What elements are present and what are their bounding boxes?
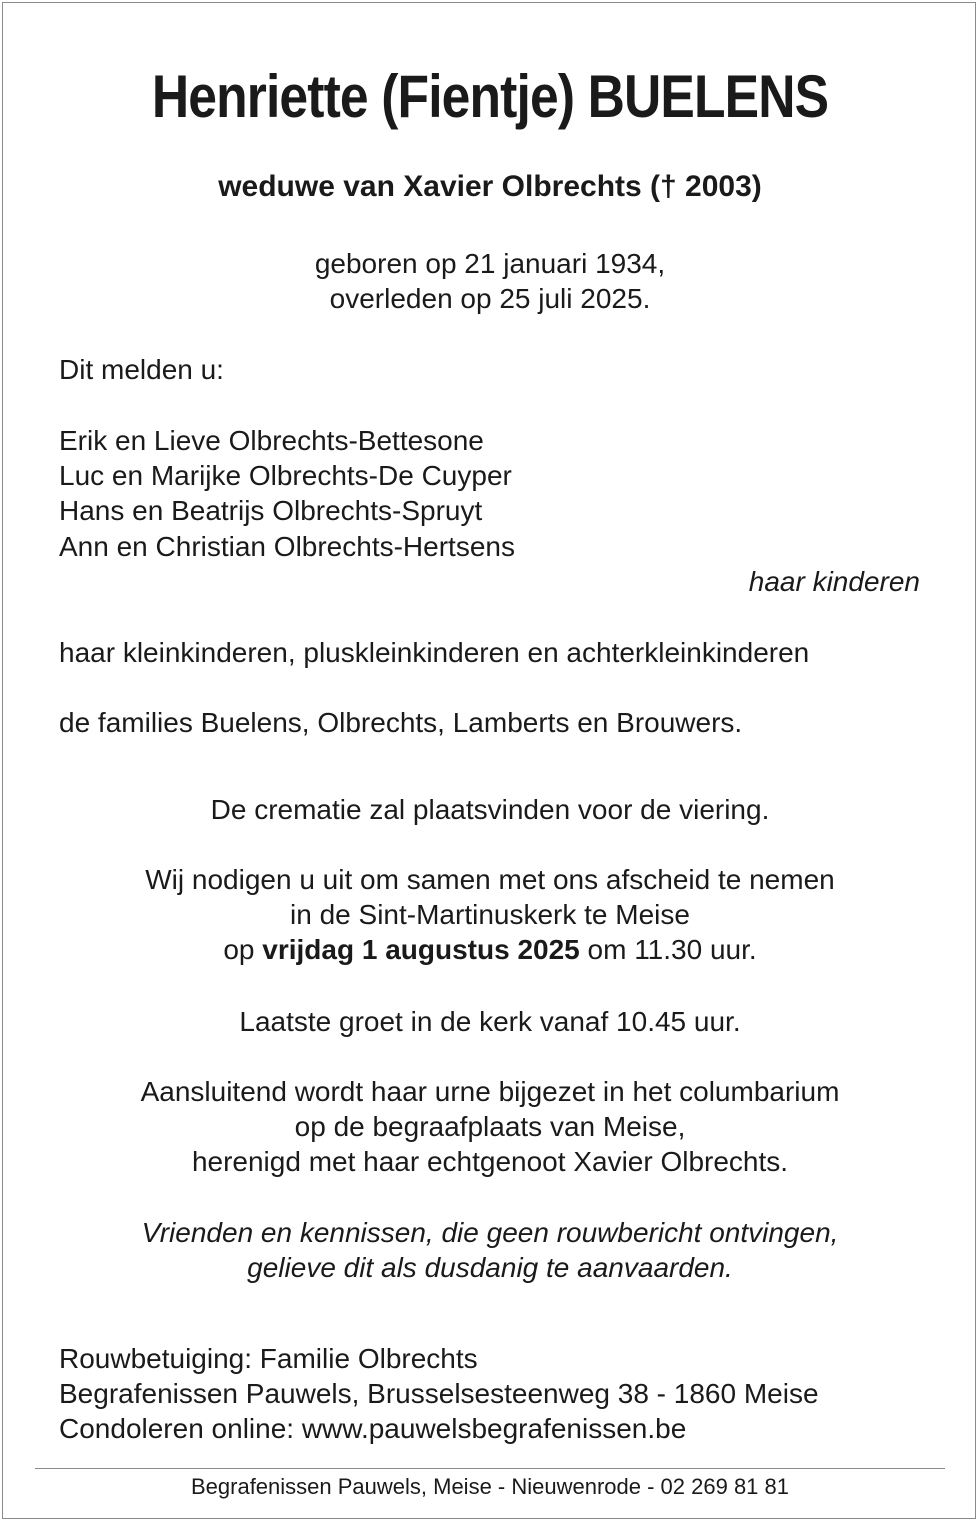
families-line: de families Buelens, Olbrechts, Lamberts en Brouwers. [59,707,743,738]
died-line: overleden op 25 juli 2025. [329,283,651,314]
widow-of: weduwe van Xavier Olbrechts († 2003) [218,170,762,203]
footer-divider [35,1468,945,1469]
invite-time: om 11.30 uur. [579,934,757,965]
notice-border [2,2,976,1519]
intro-line: Dit melden u: [59,354,224,385]
child-line: Luc en Marijke Olbrechts-De Cuyper [59,460,512,491]
born-line: geboren op 21 januari 1934, [314,248,666,279]
children-label: haar kinderen [748,566,920,597]
invite-line-3 [0,932,980,967]
friends-line-2: gelieve dit als dusdanig te aanvaarden. [247,1252,733,1283]
online-condolences-line: Condoleren online: www.pauwelsbegrafenissen.be [59,1413,687,1444]
footer-text: Begrafenissen Pauwels, Meise - Nieuwenrode - 02 269 81 81 [190,1474,790,1499]
cremation-line: De crematie zal plaatsvinden voor de viering. [210,794,770,825]
urn-line-1: Aansluitend wordt haar urne bijgezet in het columbarium [140,1076,840,1107]
invite-pre: op [223,934,263,965]
urn-line-2: op de begraafplaats van Meise, [294,1111,686,1142]
child-line: Ann en Christian Olbrechts-Hertsens [59,531,515,562]
friends-line-1: Vrienden en kennissen, die geen rouwbericht ontvingen, [141,1217,839,1248]
last-greeting: Laatste groet in de kerk vanaf 10.45 uur. [239,1006,741,1037]
funeral-home-line: Begrafenissen Pauwels, Brusselsesteenweg 38 - 1860 Meise [59,1378,819,1409]
condolences-line: Rouwbetuiging: Familie Olbrechts [59,1343,478,1374]
child-line: Erik en Lieve Olbrechts-Bettesone [59,425,484,456]
invite-line-2: in de Sint-Martinuskerk te Meise [290,899,690,930]
ceremony-date: vrijdag 1 augustus 2025 [262,934,580,965]
deceased-name: Henriette (Fientje) BUELENS [151,63,829,130]
urn-line-3: herenigd met haar echtgenoot Xavier Olbrechts. [191,1146,789,1177]
invite-line-1: Wij nodigen u uit om samen met ons afscheid te nemen [145,864,835,895]
grandchildren-line: haar kleinkinderen, pluskleinkinderen en achterkleinkinderen [59,637,810,668]
child-line: Hans en Beatrijs Olbrechts-Spruyt [59,495,483,526]
